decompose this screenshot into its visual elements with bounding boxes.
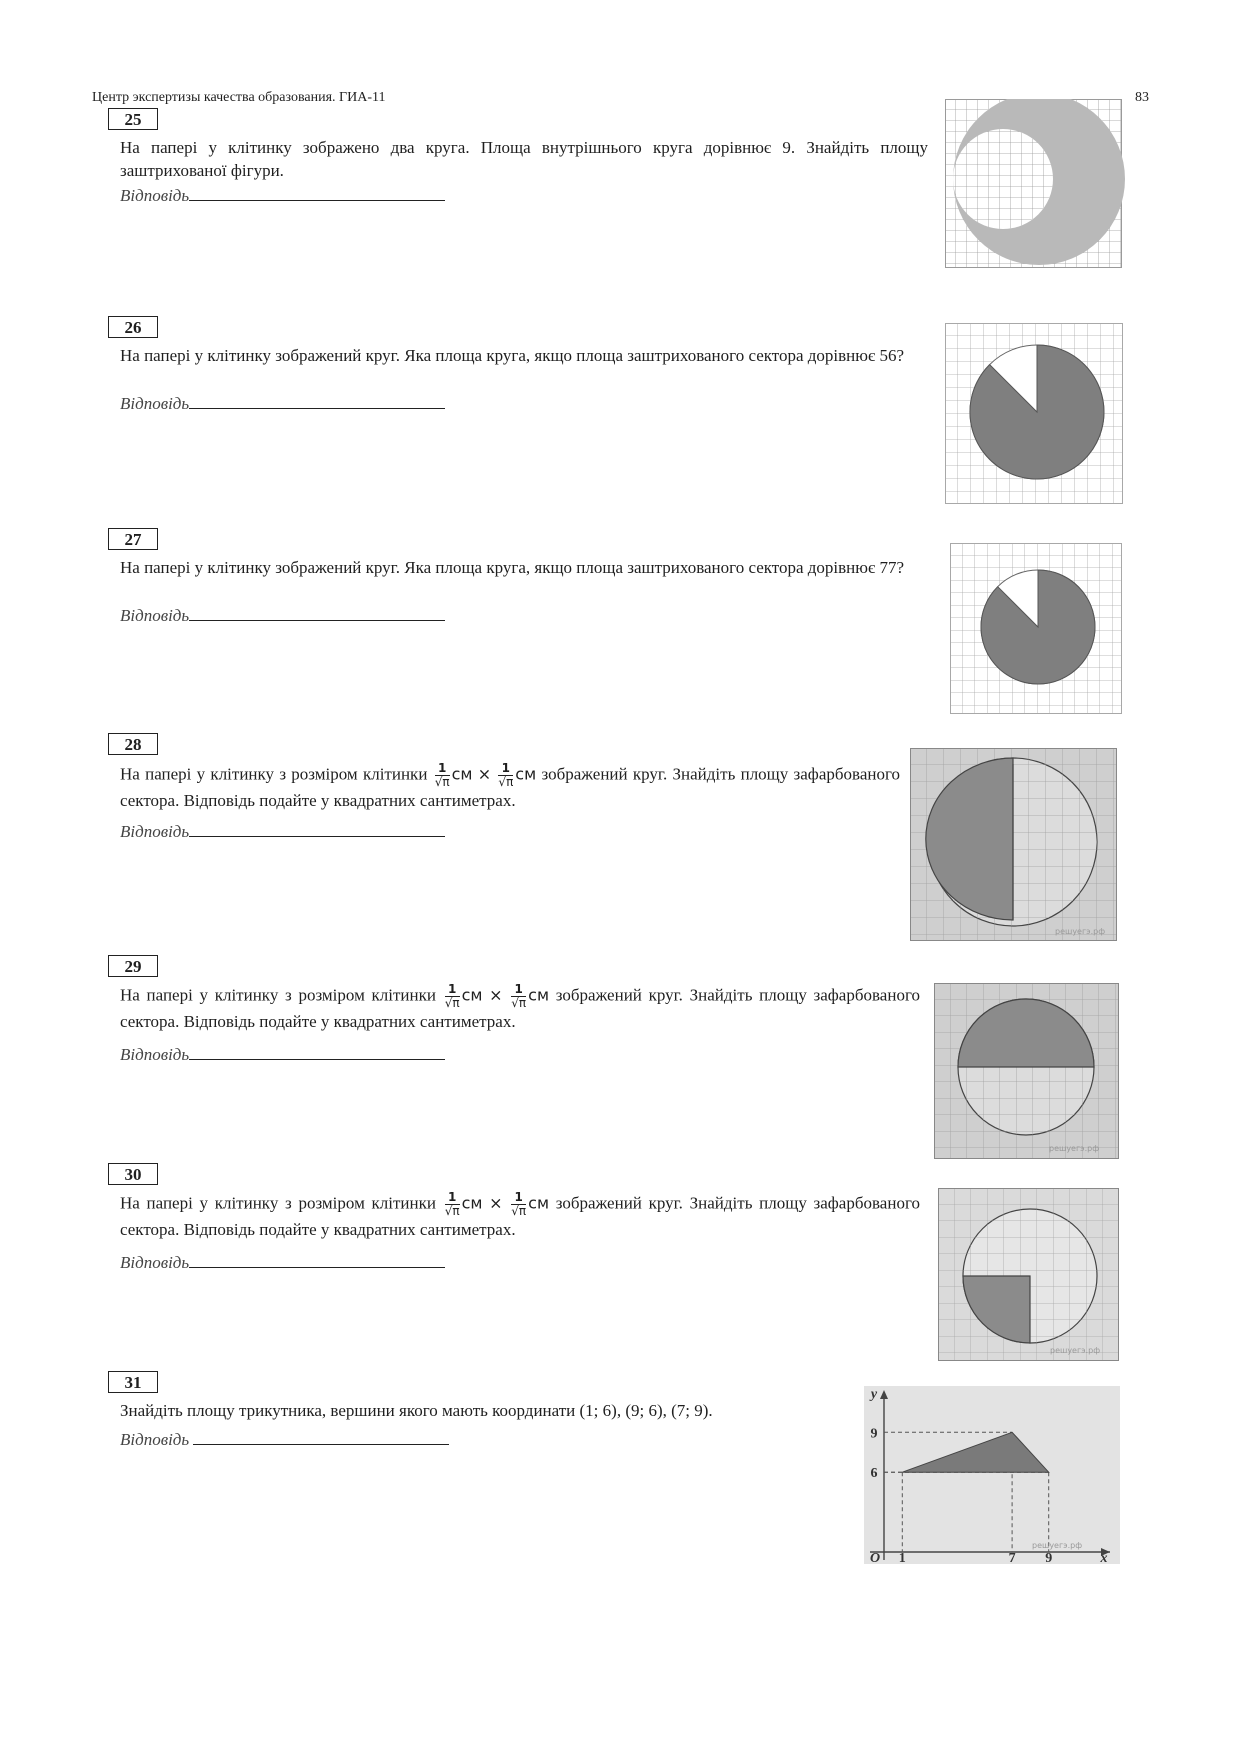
- unit-cm: см: [461, 985, 483, 1005]
- answer-26: [120, 392, 445, 414]
- y-tick-label: 9: [870, 1426, 878, 1442]
- answer-30: [120, 1251, 445, 1273]
- watermark: решуегэ.рф: [1050, 1346, 1101, 1355]
- fraction-1-over-sqrt-pi: $\frac{1}{√\pi}$: [511, 1190, 527, 1218]
- task-number-26: 26: [108, 316, 158, 338]
- answer-line[interactable]: [189, 820, 445, 837]
- unit-cm: см: [461, 1193, 483, 1213]
- x-tick-label: 1: [898, 1551, 906, 1564]
- answer-line[interactable]: [193, 1428, 449, 1445]
- watermark: решуегэ.рф: [1049, 1144, 1100, 1153]
- fraction-1-over-sqrt-pi: $\frac{1}{√\pi}$: [444, 982, 460, 1010]
- answer-line[interactable]: [189, 184, 445, 201]
- answer-27: [120, 604, 445, 626]
- text-after: зображений круг. Знайдіть площу зафарбованого сектора. Відповідь подайте у квадратних сантиметрах.: [120, 764, 901, 810]
- x-tick-label: 7: [1008, 1551, 1016, 1564]
- answer-label: Відповідь: [120, 394, 190, 413]
- figure-circle-half-left: [910, 748, 1118, 942]
- task-number-25: 25: [108, 108, 158, 130]
- unit-cm: см: [528, 985, 550, 1005]
- page-header: Центр экспертизы качества образования. ГИА-11: [92, 90, 386, 105]
- x-axis-label: x: [1100, 1551, 1108, 1564]
- unit-cm: см: [528, 1193, 550, 1213]
- answer-line[interactable]: [189, 392, 445, 409]
- figure-triangle-graph: [864, 1386, 1120, 1564]
- figure-two-circles: [945, 99, 1125, 269]
- fraction-1-over-sqrt-pi: $\frac{1}{√\pi}$: [498, 761, 514, 789]
- task-number-30: 30: [108, 1163, 158, 1185]
- task-text-27: На папері у клітинку зображений круг. Яка площа круга, якщо площа заштрихованого сектора дорівнює 77?: [120, 558, 905, 577]
- x-tick-label: 9: [1045, 1551, 1053, 1564]
- times-sign: ×: [477, 764, 492, 784]
- task-text-26: На папері у клітинку зображений круг. Яка площа круга, якщо площа заштрихованого сектора дорівнює 56?: [120, 346, 905, 365]
- y-tick-label: 6: [870, 1466, 878, 1482]
- task-number-27: 27: [108, 528, 158, 550]
- figure-circle-quarter: [938, 1188, 1120, 1362]
- text-before: На папері у клітинку з розміром клітинки: [120, 985, 436, 1005]
- answer-label: Відповідь: [120, 1253, 190, 1272]
- task-text-28: [120, 762, 900, 812]
- task-text-25: На папері у клітинку зображено два круга. Площа внутрішнього круга дорівнює 9. Знайдіть площу заштрихованої фігури.: [120, 138, 928, 180]
- fraction-1-over-sqrt-pi: $\frac{1}{√\pi}$: [511, 982, 527, 1010]
- answer-label: Відповідь: [120, 1045, 190, 1064]
- figure-circle-sector-56: [945, 323, 1125, 505]
- unit-cm: см: [451, 764, 473, 784]
- watermark: решуегэ.рф: [1032, 1541, 1083, 1550]
- task-number-31: 31: [108, 1371, 158, 1393]
- text-before: На папері у клітинку з розміром клітинки: [120, 1193, 436, 1213]
- answer-label: Відповідь: [120, 606, 190, 625]
- task-number-28: 28: [108, 733, 158, 755]
- y-axis-label: y: [870, 1387, 878, 1402]
- text-before: На папері у клітинку з розміром клітинки: [120, 764, 428, 784]
- task-text-31: Знайдіть площу трикутника, вершини якого мають координати (1; 6), (9; 6), (7; 9).: [120, 1401, 713, 1420]
- task-text-30: [120, 1191, 920, 1241]
- answer-line[interactable]: [189, 604, 445, 621]
- answer-line[interactable]: [189, 1251, 445, 1268]
- page-number: 83: [1135, 90, 1149, 105]
- answer-28: [120, 820, 445, 842]
- answer-25: [120, 184, 445, 206]
- answer-label: Відповідь: [120, 186, 190, 205]
- fraction-1-over-sqrt-pi: $\frac{1}{√\pi}$: [444, 1190, 460, 1218]
- task-text-29: [120, 983, 920, 1033]
- answer-29: [120, 1043, 445, 1065]
- answer-line[interactable]: [189, 1043, 445, 1060]
- text-after: зображений круг. Знайдіть площу зафарбованого сектора. Відповідь подайте у квадратних сантиметрах.: [120, 1193, 920, 1239]
- figure-circle-sector-77: [950, 543, 1125, 715]
- task-number-29: 29: [108, 955, 158, 977]
- fraction-1-over-sqrt-pi: $\frac{1}{√\pi}$: [434, 761, 450, 789]
- answer-label: Відповідь: [120, 822, 190, 841]
- origin-label: O: [869, 1551, 881, 1564]
- watermark: решуегэ.рф: [1055, 927, 1106, 936]
- times-sign: ×: [489, 1193, 503, 1213]
- times-sign: ×: [489, 985, 503, 1005]
- answer-label: Відповідь: [120, 1430, 190, 1449]
- unit-cm: см: [515, 764, 537, 784]
- answer-31: [120, 1428, 449, 1450]
- figure-circle-half-top: [934, 983, 1120, 1160]
- text-after: зображений круг. Знайдіть площу зафарбованого сектора. Відповідь подайте у квадратних сантиметрах.: [120, 985, 920, 1031]
